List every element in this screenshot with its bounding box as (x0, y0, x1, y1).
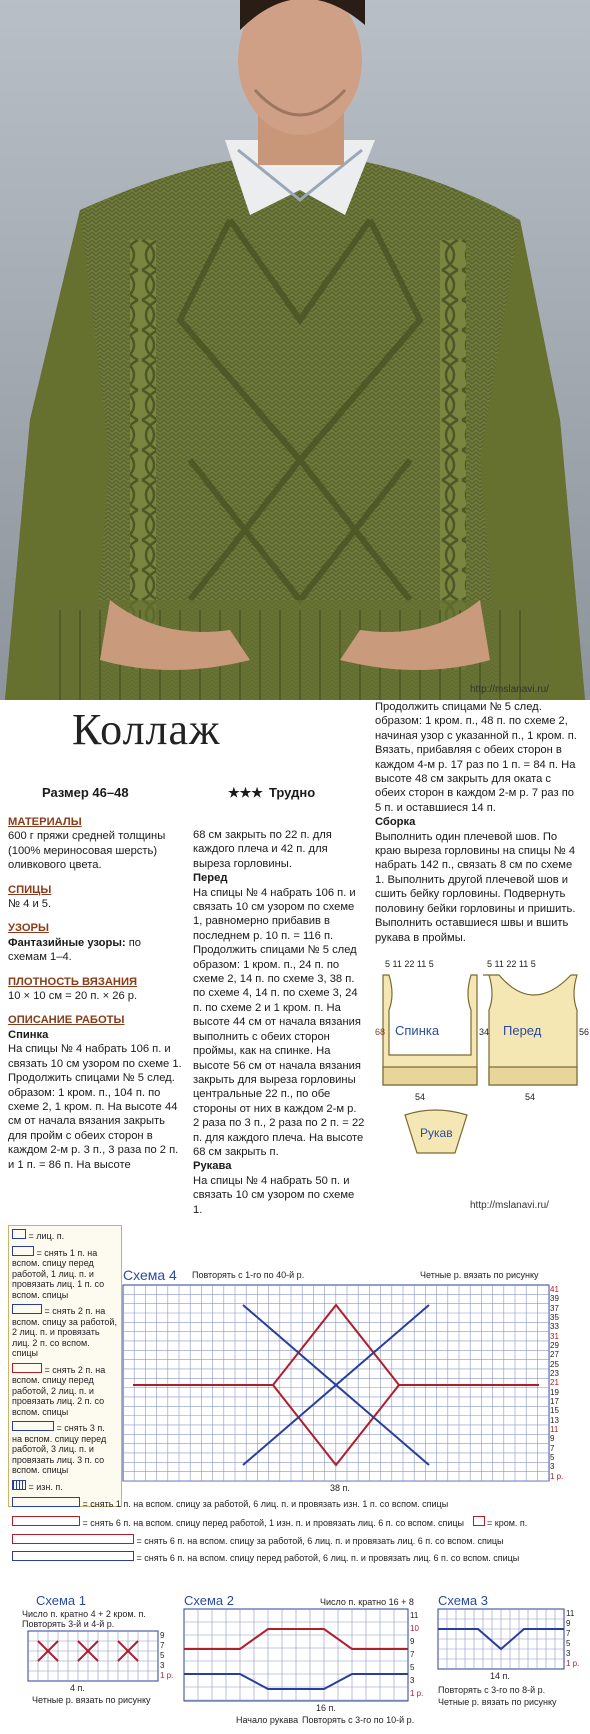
scheme1-grid (28, 1631, 158, 1681)
scheme4-title: Схема 4 (123, 1267, 177, 1283)
front-height: 56 (579, 1027, 590, 1037)
description-heading: ОПИСАНИЕ РАБОТЫ (8, 1014, 125, 1027)
row-number: 41 (550, 1285, 559, 1294)
legend-row-3: = снять 6 п. на вспом. спицу за работой, 6 лиц. п. и провязать лиц. 6 п. со вспом. спицы (12, 1534, 582, 1547)
front-width: 54 (525, 1092, 536, 1102)
cable-2-symbol (12, 1304, 42, 1314)
legend-row-1: = снять 1 п. на вспом. спицу за работой, 6 лиц. п. и провязать изн. 1 п. со вспом. спицы (12, 1497, 582, 1510)
scheme3-repeat: Повторять с 3-го по 8-й р. (438, 1685, 546, 1695)
front-text: На спицы № 4 набрать 106 п. и связать 10 см узором по схеме 1, равномерно прибавив в последнем р. 10 п. = 116 п. Продолжить спицами № 5 след образом: 1 кром. п., 24 п. по схеме 2, 14 п. по схеме 3, 38 п. по схеме 4, 14 п. по схеме 3, 24 п. по схеме 2 и 1 кром. п. На высоте 44 см от начала вязания выполнить с обеих сторон проймы, как на спинке. На высоте 56 см от начала вязания закрыть для выреза горловины центральные 22 п., по обе стороны от них в каждом 2-м р. 2 раза по 3 п., 2 раза по 2 п. = 22 п. для каждого плеча. На высоте 68 см закрыть п. (193, 886, 365, 1158)
row-number: 7 (160, 1641, 165, 1650)
materials-text: 600 г пряжи средней толщины (100% мериносовая шерсть) оливкового цвета. (8, 830, 166, 872)
difficulty-text: Трудно (268, 785, 316, 800)
scheme1-title: Схема 1 (36, 1593, 86, 1608)
legend-knit: = лиц. п. (12, 1229, 117, 1242)
back-label: Спинка (395, 1023, 440, 1038)
row-number: 3 (550, 1462, 555, 1472)
row-number: 5 (550, 1452, 555, 1462)
back-text: На спицы № 4 набрать 106 п. и связать 10 см узором по схеме 1. Продолжить спицами № 5 след. образом: 1 кром. п., 104 п. по схеме 2, 1 кром. п. На высоте 44 см от начала вязания закрыть для пройм с обеих сторон в каждом 2-м р. 3 п., 3 раза по 2 п. и 1 п. = 86 п. На высоте (8, 1043, 182, 1171)
back-top-dims: 5 11 22 11 5 (385, 959, 434, 969)
scheme2-note: Число п. кратно 16 + 8 (320, 1597, 414, 1607)
cable-3-symbol (12, 1363, 42, 1373)
needles-heading: СПИЦЫ (8, 883, 52, 896)
scheme1-note1: Число п. кратно 4 + 2 кром. п. (22, 1609, 146, 1619)
row-number: 3 (160, 1661, 165, 1670)
row-number: 5 (410, 1663, 415, 1672)
back-height: 68 (375, 1027, 386, 1037)
legend-bottom (12, 1495, 582, 1563)
materials-heading: МАТЕРИАЛЫ (8, 816, 82, 828)
needles-text: № 4 и 5. (8, 898, 52, 911)
scheme4-even-rows: Четные р. вязать по рисунку (420, 1270, 539, 1280)
scheme3-title: Схема 3 (438, 1593, 488, 1608)
sleeve-label: Рукав (420, 1126, 453, 1140)
scheme2-repeat: Повторять с 3-го по 10-й р. (302, 1715, 415, 1725)
scheme1-even-rows: Четные р. вязать по рисунку (32, 1695, 151, 1705)
knit-symbol (12, 1229, 26, 1239)
row-number: 33 (550, 1322, 559, 1332)
column-1 (8, 805, 183, 1172)
front-top-dims: 5 11 22 11 5 (487, 959, 536, 969)
sleeves-text-continued: Продолжить спицами № 5 след. образом: 1 кром. п., 48 п. по схеме 2, начиная узор с указанной п., 1 кром. п. Вязать, прибавляя с обеих сторон в каждом 4-м р. 17 раз по 1 п. = 84 п. На высоте 48 см закрыть для оката с обеих сторон в каждом 2-м р. 7 раз по 5 п. и оставшиеся 14 п. (375, 701, 577, 814)
scheme2-width: 16 п. (316, 1703, 336, 1713)
model-illustration (0, 0, 590, 700)
row-number: 9 (550, 1434, 555, 1444)
sleeves-text: На спицы № 4 набрать 50 п. и связать 10 см узором по схеме 1. (193, 1174, 355, 1216)
back-height-mid: 34 (479, 1027, 490, 1037)
back-text-continued: 68 см закрыть по 22 п. для каждого плеча и 42 п. для выреза горловины. (193, 829, 332, 870)
row-number: 5 (566, 1639, 571, 1648)
scheme3-row-numbers (566, 1609, 579, 1669)
gauge-text: 10 × 10 см = 20 п. × 26 р. (8, 990, 138, 1003)
patterns-detail: по схемам 1–4. (8, 936, 142, 964)
size-label: Размер 46–48 (42, 785, 129, 800)
scheme4-grid (123, 1285, 549, 1481)
row-number: 19 (550, 1387, 559, 1397)
scheme3-grid (438, 1609, 564, 1669)
row-number: 7 (550, 1443, 555, 1453)
cable-row-3-symbol (12, 1534, 134, 1544)
row-number: 1 р. (410, 1689, 424, 1698)
cable-row-2-symbol (12, 1516, 80, 1526)
row-number: 5 (160, 1651, 165, 1660)
front-heading: Перед (193, 872, 228, 885)
row-number: 11 (566, 1609, 575, 1618)
row-number: 3 (566, 1649, 571, 1658)
scheme2-title: Схема 2 (184, 1593, 234, 1608)
row-number: 35 (550, 1312, 559, 1322)
cable-4-symbol (12, 1421, 54, 1431)
row-number: 17 (550, 1396, 559, 1406)
page-title: Коллаж (72, 705, 221, 754)
scheme1-width: 4 п. (70, 1683, 85, 1693)
patterns-text (8, 936, 183, 965)
legend-row-2: = снять 6 п. на вспом. спицу перед работой, 1 изн. п. и провязать лиц. 6 п. со вспом. спицы = кром. п. (12, 1516, 582, 1529)
row-number: 9 (410, 1637, 415, 1646)
purl-symbol (12, 1480, 26, 1490)
watermark-text-2: http://mslanavi.ru/ (470, 1200, 549, 1211)
back-heading: Спинка (8, 1028, 49, 1041)
scheme4-row-numbers (550, 1285, 563, 1481)
cable-row-4-symbol (12, 1551, 134, 1561)
cable-row-1-symbol (12, 1497, 80, 1507)
row-number: 1 р. (566, 1659, 580, 1668)
legend-item-2: = снять 2 п. на вспом. спицу за работой, 2 лиц. п. и провязать лиц. 2 п. со вспом. спицы (12, 1306, 117, 1358)
legend-row-4: = снять 6 п. на вспом. спицу перед работой, 6 лиц. п. и провязать лиц. 6 п. со вспом. спицы (12, 1551, 582, 1564)
row-number: 9 (160, 1631, 165, 1640)
difficulty-label (228, 785, 315, 801)
legend-item-1: = снять 1 п. на вспом. спицу перед работой, 1 лиц. п. и провязать лиц. 1 п. со вспом. спицы (12, 1247, 105, 1300)
row-number: 13 (550, 1415, 559, 1425)
selvage-symbol (473, 1516, 485, 1526)
row-number: 27 (550, 1350, 559, 1360)
legend-list (12, 1229, 117, 1492)
sweater-photo (0, 0, 590, 700)
gauge-heading: ПЛОТНОСТЬ ВЯЗАНИЯ (8, 975, 138, 988)
scheme2-start: Начало рукава (236, 1715, 299, 1725)
back-width: 54 (415, 1092, 426, 1102)
row-number: 25 (550, 1359, 559, 1369)
legend-item-4: = снять 3 п. на вспом. спицу перед работой, 3 лиц. п. и провязать лиц. 3 п. со вспом. спицы (12, 1423, 107, 1475)
patterns-heading: УЗОРЫ (8, 922, 49, 935)
row-number: 39 (550, 1294, 559, 1304)
cable-1-symbol (12, 1246, 34, 1256)
row-number: 3 (410, 1676, 415, 1685)
row-number: 1 р. (160, 1671, 174, 1680)
row-number: 11 (550, 1424, 559, 1434)
watermark-text: http://mslanavi.ru/ (470, 684, 549, 695)
scheme1-note2: Повторять 3-й и 4-й р. (22, 1619, 115, 1629)
legend-purl: = изн. п. (12, 1480, 117, 1493)
scheme3-even-rows: Четные р. вязать по рисунку (438, 1697, 557, 1707)
patterns-label: Фантазийные узоры: (8, 936, 126, 949)
pattern-pieces-diagram (375, 955, 590, 1155)
sleeves-heading: Рукава (193, 1160, 232, 1173)
row-number: 1 р. (550, 1471, 564, 1481)
assembly-heading: Сборка (375, 816, 416, 829)
assembly-text: Выполнить один плечевой шов. По краю выреза горловины на спицы № 4 набрать 142 п., связать 8 см по схеме 1. Выполнить другой плечевой шов и сшить бейку горловины. Подвернуть половину бейки горловины и пришить. Выполнить оставшиеся швы и вшить рукава в проймы. (375, 830, 576, 944)
scheme1-row-numbers (160, 1631, 173, 1681)
scheme3-width: 14 п. (490, 1671, 510, 1681)
scheme4-width: 38 п. (330, 1483, 350, 1493)
knitting-charts (0, 1215, 590, 1734)
difficulty-stars: ★★★ (228, 785, 263, 800)
scheme4-repeat: Повторять с 1-го по 40-й р. (192, 1270, 305, 1280)
row-number: 15 (550, 1406, 559, 1416)
legend-item-3: = снять 2 п. на вспом. спицу перед работой, 2 лиц. п. и провязать лиц. 2 п. со вспом. спицы (12, 1364, 106, 1417)
row-number: 7 (410, 1650, 415, 1659)
row-number: 37 (550, 1303, 559, 1313)
row-number: 21 (550, 1378, 559, 1388)
scheme2-row-numbers (410, 1609, 423, 1700)
row-number: 9 (566, 1619, 571, 1628)
row-number: 23 (550, 1368, 559, 1378)
column-2 (193, 828, 365, 1217)
front-label: Перед (503, 1023, 542, 1038)
row-number: 29 (550, 1340, 559, 1350)
row-number: 10 (410, 1624, 419, 1633)
scheme2-grid (184, 1609, 408, 1701)
row-number: 31 (550, 1331, 559, 1341)
row-number: 7 (566, 1629, 571, 1638)
column-3 (375, 700, 580, 945)
row-number: 11 (410, 1611, 419, 1620)
